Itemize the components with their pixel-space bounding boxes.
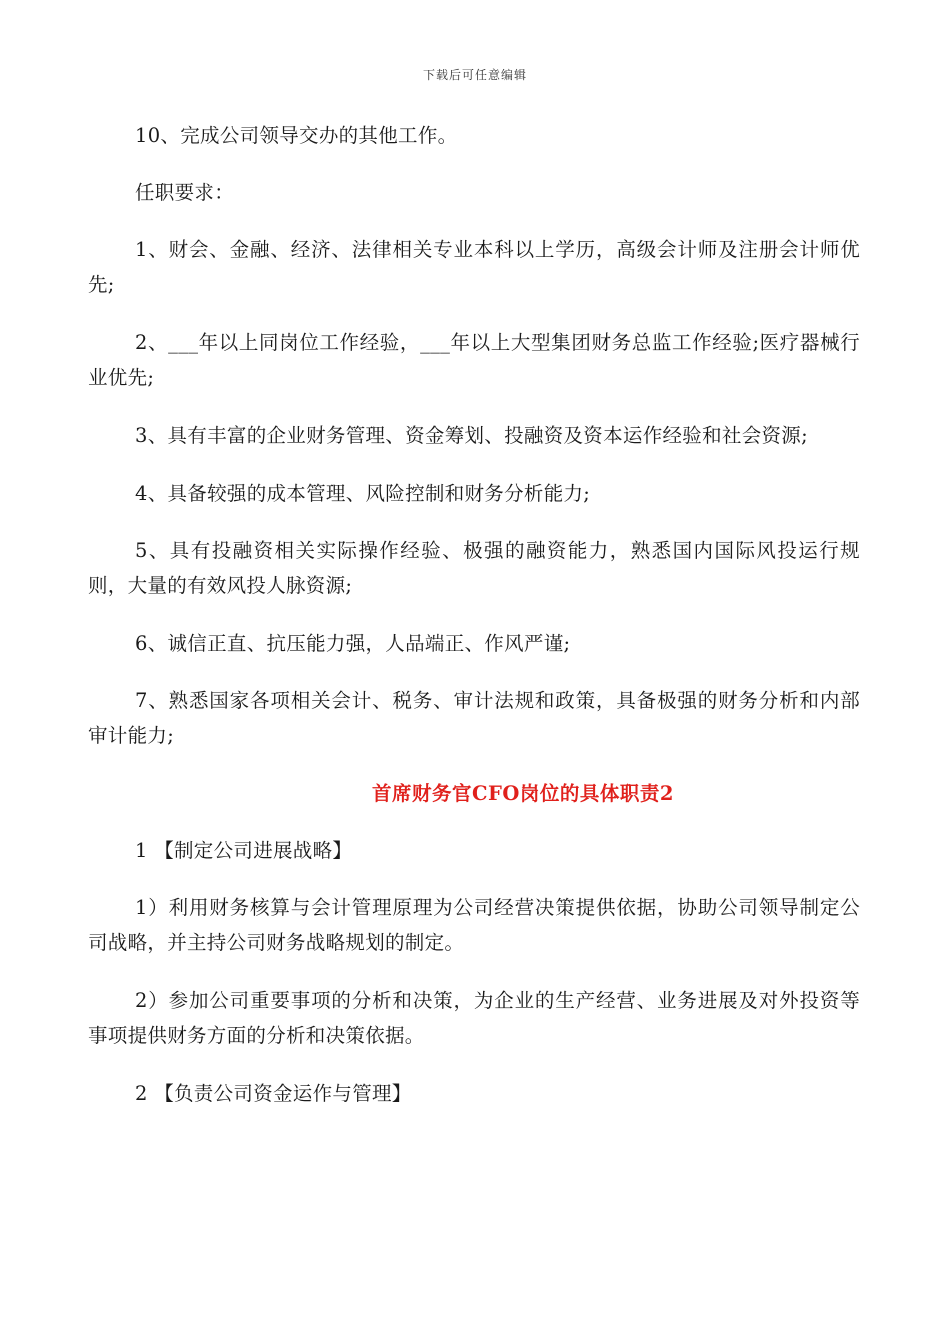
duty-heading-2: 2 【负责公司资金运作与管理】 [135,1082,412,1105]
requirement-2: 2、___年以上同岗位工作经验，___年以上大型集团财务总监工作经验;医疗器械行业优先; [88,331,860,389]
duty-item-1: 1）利用财务核算与会计管理原理为公司经营决策提供依据，协助公司领导制定公司战略，并主持公司财务战略规划的制定。 [88,896,860,954]
header-note: 下载后可任意编辑 [422,68,527,82]
requirements-heading: 任职要求： [135,181,235,204]
requirement-4: 4、具备较强的成本管理、风险控制和财务分析能力; [135,482,591,505]
requirement-5: 5、具有投融资相关实际操作经验、极强的融资能力，熟悉国内国际风投运行规则，大量的有效风投人脉资源; [88,539,860,597]
requirement-7: 7、熟悉国家各项相关会计、税务、审计法规和政策，具备极强的财务分析和内部审计能力; [88,689,860,747]
requirement-1: 1、财会、金融、经济、法律相关专业本科以上学历，高级会计师及注册会计师优先; [88,238,860,296]
requirement-3: 3、具有丰富的企业财务管理、资金筹划、投融资及资本运作经验和社会资源; [135,424,808,447]
paragraph-item-10: 10、完成公司领导交办的其他工作。 [135,124,458,147]
section-title: 首席财务官CFO岗位的具体职责2 [372,782,674,805]
duty-item-2: 2）参加公司重要事项的分析和决策，为企业的生产经营、业务进展及对外投资等事项提供财务方面的分析和决策依据。 [88,989,860,1047]
document-body [88,118,860,1133]
duty-heading-1: 1 【制定公司进展战略】 [135,839,353,862]
requirement-6: 6、诚信正直、抗压能力强，人品端正、作风严谨; [135,632,571,655]
